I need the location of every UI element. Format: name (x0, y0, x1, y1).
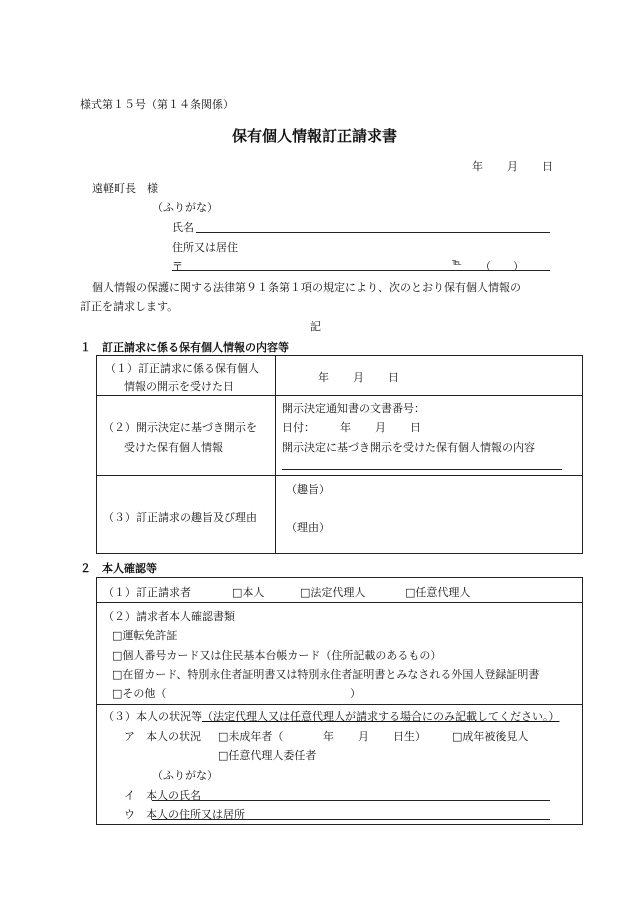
tel-paren: （ ） (480, 260, 524, 273)
s2-doc-residence-card[interactable]: □在留カード、特別永住者証明書又は特別永住者証明書とみなされる外国人登録証明書 (112, 668, 540, 681)
s2-doc-other-close: ） (350, 687, 361, 700)
s1-reason-label: （理由） (286, 521, 330, 534)
s1-date-label: 日付： (282, 421, 315, 434)
s2-status-label (103, 708, 560, 724)
s1-row3-label: （３）訂正請求の趣旨及び理由 (103, 511, 257, 524)
section1-row-divider-2 (96, 475, 583, 476)
s2-requester-label: （１）訂正請求者 (103, 586, 191, 599)
s2-option-voluntary-principal[interactable]: □任意代理人委任者 (218, 749, 317, 762)
s2-id-docs-label: （２）請求者本人確認書類 (103, 610, 235, 623)
ki-mark: 記 (310, 320, 321, 333)
page-title: 保有個人情報訂正請求書 (232, 127, 398, 145)
s2-doc-drivers-license[interactable]: □運転免許証 (112, 629, 178, 642)
requester-address-label: 住所又は居住 (172, 241, 238, 254)
intro-line-1: 個人情報の保護に関する法律第９１条第１項の規定により、次のとおり保有個人情報の (92, 281, 521, 294)
s2-furigana-label: （ふりがな） (152, 769, 218, 782)
s1-row1-day: 日 (388, 371, 399, 384)
s2-option-self[interactable]: □本人 (232, 586, 265, 599)
s1-row2-label-a: （２）開示決定に基づき開示を (103, 421, 257, 434)
tel-label: ℡ (452, 258, 462, 268)
s2-doc-individual-number-card[interactable]: □個人番号カード又は住民基本台帳カード（住所記載のあるもの） (112, 649, 442, 662)
postal-mark: 〒 (172, 260, 183, 273)
s1-content-field[interactable] (282, 469, 562, 470)
s2-principal-address-label: ウ 本人の住所又は居所 (124, 808, 245, 821)
s2-doc-other[interactable]: □その他（ (112, 687, 167, 700)
section1-column-divider (275, 355, 276, 554)
s1-row2-month: 月 (375, 421, 386, 434)
s2-option-minor[interactable]: □未成年者（ (218, 730, 284, 743)
date-year-label: 年 (472, 160, 483, 173)
section2-heading: ２ 本人確認等 (80, 562, 157, 575)
s1-row2-year: 年 (340, 421, 351, 434)
s2-minor-born: 日生） (393, 730, 426, 743)
date-month-label: 月 (507, 160, 518, 173)
s1-row1-month: 月 (353, 371, 364, 384)
s1-row1-year: 年 (318, 371, 329, 384)
s2-principal-name-label: イ 本人の氏名 (124, 789, 201, 802)
requester-furigana-label: （ふりがな） (152, 201, 218, 214)
s1-row1-label-b: 情報の開示を受けた日 (124, 380, 234, 393)
s1-purpose-label: （趣旨） (286, 483, 330, 496)
s1-row1-label-a: （１）訂正請求に係る保有個人 (105, 362, 259, 375)
requester-address-field[interactable] (172, 270, 550, 271)
requester-name-label: 氏名 (172, 221, 194, 234)
form-number: 様式第１５号（第１４条関係） (80, 98, 234, 111)
section1-heading: １ 訂正請求に係る保有個人情報の内容等 (80, 341, 289, 354)
date-day-label: 日 (542, 160, 553, 173)
s2-option-voluntary-agent[interactable]: □任意代理人 (405, 586, 471, 599)
requester-name-field[interactable] (196, 232, 550, 233)
addressee: 遠軽町長 様 (92, 182, 158, 195)
s2-principal-name-field[interactable] (152, 800, 550, 801)
s1-doc-number-label: 開示決定通知書の文書番号： (282, 402, 425, 415)
s2-principal-address-field[interactable] (152, 819, 550, 820)
section2-row-divider-1 (96, 602, 583, 603)
s1-content-label: 開示決定に基づき開示を受けた保有個人情報の内容 (282, 441, 535, 454)
s2-status-note: （法定代理人又は任意代理人が請求する場合にのみ記載してください。） (202, 710, 560, 723)
s2-option-adult-ward[interactable]: □成年被後見人 (452, 730, 529, 743)
s1-row2-label-b: 受けた保有個人情報 (124, 441, 223, 454)
s1-row2-day: 日 (410, 421, 421, 434)
s2-status-a-label: ア 本人の状況 (124, 730, 201, 743)
section1-row-divider-1 (96, 395, 583, 396)
s2-status-label-a: （３）本人の状況等 (103, 710, 202, 723)
s2-minor-year: 年 (323, 730, 334, 743)
s2-option-legal-agent[interactable]: □法定代理人 (300, 586, 366, 599)
section2-row-divider-2 (96, 704, 583, 705)
s2-minor-month: 月 (358, 730, 369, 743)
intro-line-2: 訂正を請求します。 (80, 300, 179, 313)
